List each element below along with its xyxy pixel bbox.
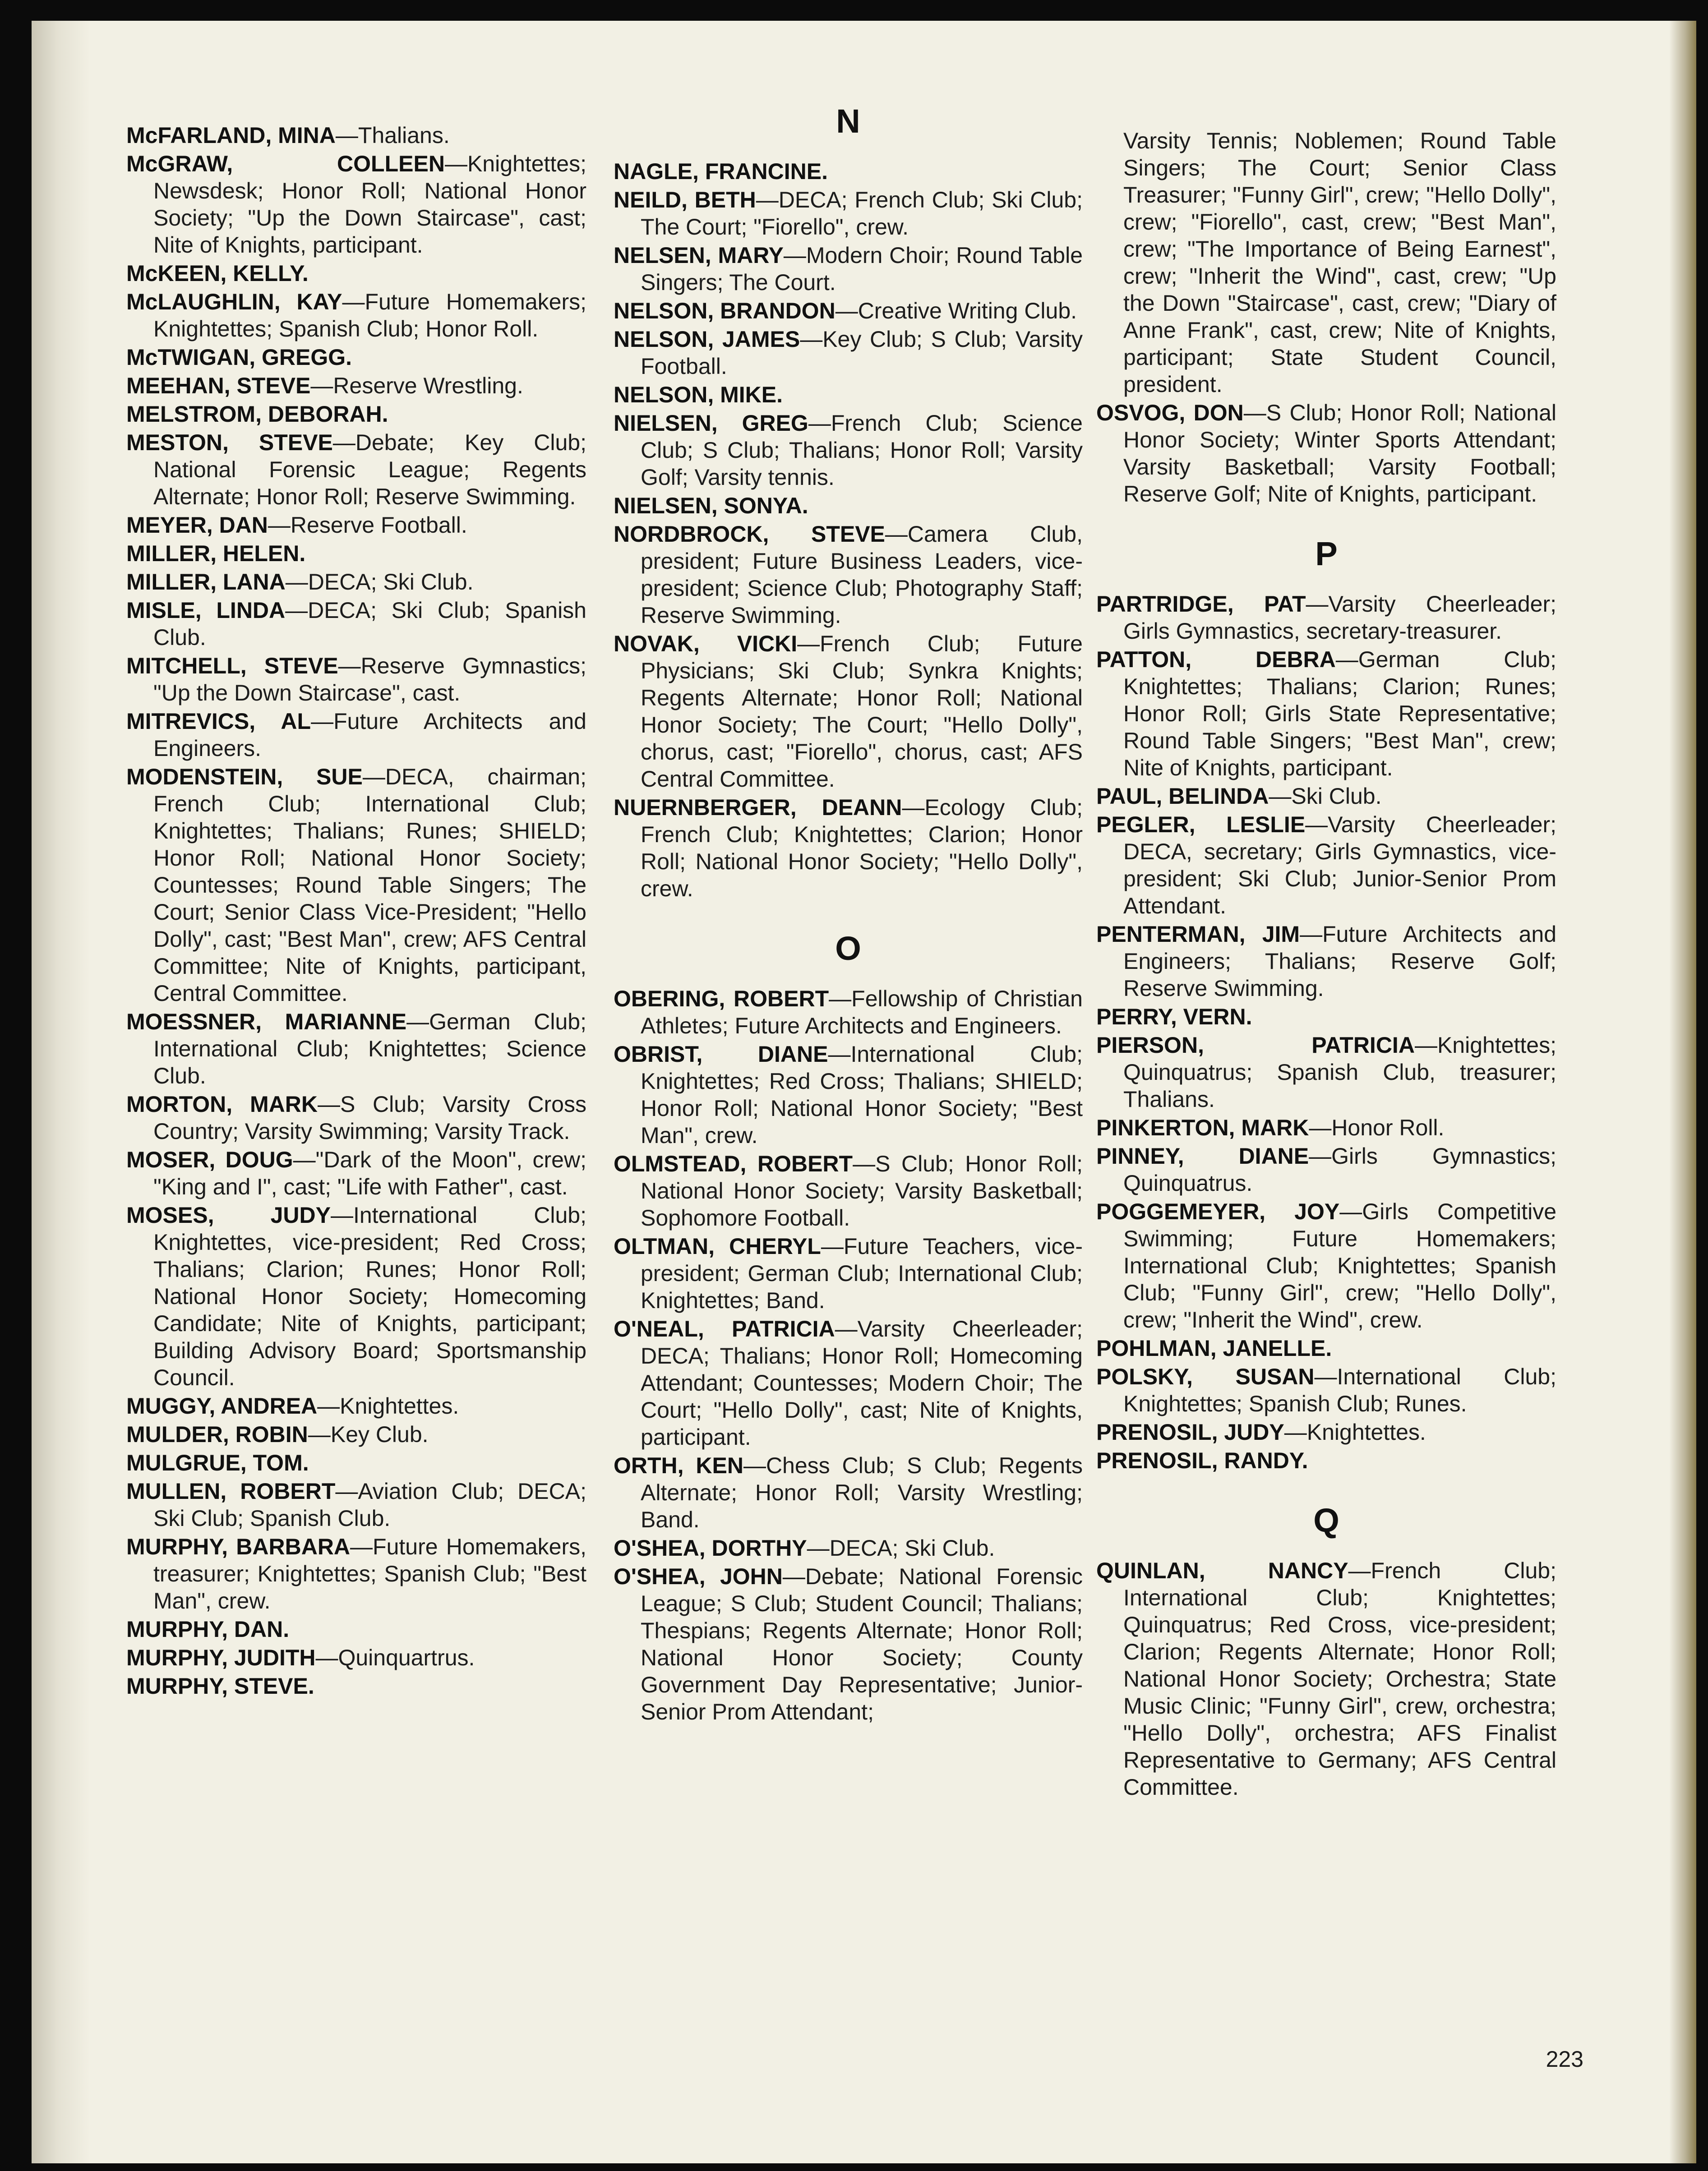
directory-entry [614, 410, 1083, 491]
entry-details: —Aviation Club; DECA; Ski Club; Spanish Club. [153, 1479, 586, 1531]
directory-entry [126, 1146, 586, 1200]
entry-details: —French Club; Science Club; S Club; Thalians; Honor Roll; Varsity Golf; Varsity tennis. [641, 410, 1083, 490]
directory-entry [126, 150, 586, 258]
entry-name: NIELSEN, GREG [614, 410, 808, 436]
entry-details: —S Club; Honor Roll; National Honor Society; Winter Sports Attendant; Varsity Basketball; Varsity Football; Reserve Golf; Nite of Knights, participant. [1123, 400, 1557, 507]
entry-details: —Quinquartrus. [315, 1645, 475, 1670]
entry-details: —DECA; Ski Club. [285, 569, 474, 595]
entry-name: MEEHAN, STEVE [126, 373, 311, 398]
directory-entry [126, 512, 586, 539]
directory-entry [126, 1478, 586, 1532]
directory-entry [126, 597, 586, 651]
entry-details: —French Club; Future Physicians; Ski Club; Synkra Knights; Regents Alternate; Honor Roll; National Honor Society; The Court; "Hello Dolly", chorus, cast; "Fiorello", chorus, cast; AFS Central Committee. [641, 631, 1083, 792]
directory-entry [614, 521, 1083, 629]
directory-entry [1096, 127, 1556, 398]
entry-details: —Reserve Football. [268, 512, 467, 538]
entry-name: PATTON, DEBRA [1096, 647, 1336, 672]
entry-name: MORTON, MARK [126, 1092, 318, 1117]
column-1 [126, 122, 586, 1701]
entry-name: PENTERMAN, JIM [1096, 922, 1300, 947]
directory-entry [1096, 811, 1556, 919]
directory-entry [1096, 921, 1556, 1002]
directory-entry [126, 1644, 586, 1671]
entry-name: MILLER, LANA [126, 569, 286, 595]
directory-entry [126, 122, 586, 149]
entry-details: —Modern Choir; Round Table Singers; The Court. [641, 243, 1083, 295]
directory-entry [1096, 1032, 1556, 1113]
directory-entry [614, 985, 1083, 1039]
entry-details: —Reserve Gymnastics; "Up the Down Staircase", cast. [153, 653, 586, 705]
entry-name: MULDER, ROBIN [126, 1422, 308, 1447]
entry-details: —Ecology Club; French Club; Knightettes; Clarion; Honor Roll; National Honor Society; "Hello Dolly", crew. [641, 795, 1083, 901]
directory-entry [1096, 1335, 1556, 1362]
entry-details: —S Club; Varsity Cross Country; Varsity Swimming; Varsity Track. [153, 1092, 586, 1144]
directory-entry [614, 158, 1083, 185]
directory-entry [614, 1535, 1083, 1562]
entry-details: —Knightettes; Newsdesk; Honor Roll; National Honor Society; "Up the Down Staircase", cast; Nite of Knights, participant. [153, 151, 586, 258]
entry-name: NOVAK, VICKI [614, 631, 798, 656]
entry-name: NUERNBERGER, DEANN [614, 795, 902, 820]
entry-details: —International Club; Knightettes, vice-president; Red Cross; Thalians; Clarion; Runes; Honor Roll; National Honor Society; Homecoming Candidate; Nite of Knights, participant; Building Advisory Board; Sportsmanship Council. [153, 1203, 586, 1390]
entry-name: O'NEAL, PATRICIA [614, 1316, 835, 1341]
entry-details: —"Dark of the Moon", crew; "King and I", cast; "Life with Father", cast. [153, 1147, 586, 1199]
entry-details: —Girls Gymnastics; Quinquatrus. [1123, 1143, 1557, 1196]
entry-details: —International Club; Knightettes; Spanish Club; Runes. [1123, 1364, 1557, 1416]
directory-entry [614, 242, 1083, 296]
directory-entry [126, 652, 586, 706]
entry-details: —DECA; Ski Club. [807, 1535, 995, 1561]
directory-entry [614, 492, 1083, 519]
directory-entry [126, 429, 586, 510]
entry-name: ORTH, KEN [614, 1453, 743, 1478]
directory-entry [126, 1008, 586, 1089]
directory-entry [1096, 646, 1556, 781]
yearbook-page [32, 21, 1696, 2163]
entry-name: POHLMAN, JANELLE. [1096, 1336, 1332, 1361]
entry-name: McKEEN, KELLY. [126, 261, 309, 286]
directory-entry [1096, 1003, 1556, 1030]
directory-entry [1096, 1143, 1556, 1197]
entry-details: —Debate; Key Club; National Forensic League; Regents Alternate; Honor Roll; Reserve Swimming. [153, 430, 586, 509]
entry-name: PRENOSIL, JUDY [1096, 1420, 1284, 1445]
entry-name: MOSER, DOUG [126, 1147, 293, 1172]
directory-entry [614, 1315, 1083, 1451]
entry-details: —Key Club; S Club; Varsity Football. [641, 327, 1083, 379]
directory-entry [126, 763, 586, 1007]
directory-entry [614, 630, 1083, 793]
entry-details: —Creative Writing Club. [835, 298, 1077, 323]
entry-name: MITREVICS, AL [126, 709, 311, 734]
entry-details: —DECA; Ski Club; Spanish Club. [153, 598, 586, 650]
entry-details: Varsity Tennis; Noblemen; Round Table Singers; The Court; Senior Class Treasurer; "Funny Girl", crew; "Hello Dolly", crew; "Fiorello", cast, crew; "Best Man", crew; "The Importance of Being Earnest", crew; "Inherit the Wind", cast, crew; "Up the Down "Staircase", cast, crew; "Diary of Anne Frank", cast, crew; Nite of Knights, participant; State Student Council, president. [1123, 128, 1556, 397]
entry-name: OSVOG, DON [1096, 400, 1244, 425]
entry-details: —Fellowship of Christian Athletes; Future Architects and Engineers. [641, 986, 1083, 1038]
entry-name: MOESSNER, MARIANNE [126, 1009, 407, 1034]
directory-entry [1096, 1419, 1556, 1446]
entry-name: O'SHEA, JOHN [614, 1564, 783, 1589]
entry-name: MURPHY, JUDITH [126, 1645, 316, 1670]
directory-entry [126, 1421, 586, 1448]
entry-name: MODENSTEIN, SUE [126, 764, 363, 789]
entry-details: —German Club; Knightettes; Thalians; Clarion; Runes; Honor Roll; Girls State Representative; Round Table Singers; "Best Man", crew; Nite of Knights, participant. [1123, 647, 1556, 780]
entry-name: MEYER, DAN [126, 512, 268, 538]
directory-entry [126, 344, 586, 371]
directory-entry [614, 1150, 1083, 1231]
entry-name: PAUL, BELINDA [1096, 784, 1269, 809]
entry-name: MOSES, JUDY [126, 1203, 331, 1228]
directory-entry [1096, 399, 1556, 507]
entry-name: NIELSEN, SONYA. [614, 493, 808, 518]
entry-details: —Knightettes; Quinquatrus; Spanish Club, treasurer; Thalians. [1123, 1032, 1556, 1112]
entry-details: —French Club; International Club; Knightettes; Quinquatrus; Red Cross, vice-president; Clarion; Regents Alternate; Honor Roll; National Honor Society; Orchestra; State Music Clinic; "Funny Girl", crew, orchestra; "Hello Dolly", orchestra; AFS Finalist Representative to Germany; AFS Central Committee. [1123, 1558, 1556, 1800]
section-letter-p: P [1315, 535, 1338, 572]
entry-name: MURPHY, STEVE. [126, 1673, 314, 1699]
entry-details: —Future Architects and Engineers. [153, 709, 586, 761]
entry-name: MILLER, HELEN. [126, 541, 306, 566]
entry-name: NELSON, JAMES [614, 327, 800, 352]
entry-details: —Varsity Cheerleader; DECA, secretary; Girls Gymnastics, vice-president; Ski Club; Junior-Senior Prom Attendant. [1123, 812, 1556, 918]
entry-name: OLTMAN, CHERYL [614, 1234, 821, 1259]
directory-entry [1096, 1198, 1556, 1333]
directory-entry [1096, 590, 1556, 645]
entry-details: —Camera Club, president; Future Business Leaders, vice-president; Science Club; Photography Staff; Reserve Swimming. [641, 521, 1083, 628]
entry-details: —S Club; Honor Roll; National Honor Society; Varsity Basketball; Sophomore Football. [641, 1151, 1083, 1231]
column-2 [614, 101, 1083, 1727]
entry-details: —DECA, chairman; French Club; International Club; Knightettes; Thalians; Runes; SHIELD; Honor Roll; National Honor Society; Countesses; Round Table Singers; The Court; Senior Class Vice-President; "Hello Dolly", cast; "Best Man", crew; AFS Central Committee; Nite of Knights, participant, Central Committee. [153, 764, 586, 1006]
entry-name: NELSON, MIKE. [614, 382, 783, 407]
entry-details: —Future Homemakers, treasurer; Knightettes; Spanish Club; "Best Man", crew. [153, 1534, 586, 1613]
directory-entry [126, 1449, 586, 1476]
directory-entry [614, 186, 1083, 240]
entry-details: —Reserve Wrestling. [310, 373, 523, 398]
entry-name: MELSTROM, DEBORAH. [126, 401, 388, 427]
entry-name: McLAUGHLIN, KAY [126, 289, 342, 314]
directory-entry [126, 708, 586, 762]
entry-name: MISLE, LINDA [126, 598, 286, 623]
entry-name: PIERSON, PATRICIA [1096, 1032, 1415, 1058]
entry-details: —Knightettes. [317, 1393, 459, 1419]
directory-entry [126, 1533, 586, 1614]
entry-details: —Future Architects and Engineers; Thalians; Reserve Golf; Reserve Swimming. [1123, 922, 1557, 1001]
directory-entry [126, 288, 586, 342]
directory-entry [126, 1673, 586, 1700]
entry-name: NELSEN, MARY [614, 243, 784, 268]
section-letter-n: N [836, 102, 860, 140]
entry-details: —German Club; International Club; Knightettes; Science Club. [153, 1009, 587, 1088]
directory-entry [614, 794, 1083, 902]
entry-name: MULLEN, ROBERT [126, 1479, 336, 1504]
entry-name: MUGGY, ANDREA [126, 1393, 318, 1419]
directory-entry [126, 1392, 586, 1420]
directory-entry [1096, 1363, 1556, 1417]
entry-details: —International Club; Knightettes; Red Cross; Thalians; SHIELD; Honor Roll; National Honor Society; "Best Man", crew. [641, 1042, 1083, 1148]
entry-details: —Ski Club. [1269, 784, 1382, 809]
entry-name: PINNEY, DIANE [1096, 1143, 1309, 1169]
directory-entry [614, 1041, 1083, 1149]
entry-name: PEGLER, LESLIE [1096, 812, 1306, 837]
entry-name: OLMSTEAD, ROBERT [614, 1151, 853, 1176]
entry-details: —Chess Club; S Club; Regents Alternate; Honor Roll; Varsity Wrestling; Band. [641, 1453, 1083, 1532]
directory-entry [126, 260, 586, 287]
entry-name: MITCHELL, STEVE [126, 653, 338, 678]
entry-details: —DECA; French Club; Ski Club; The Court; "Fiorello", crew. [641, 187, 1083, 240]
entry-name: MESTON, STEVE [126, 430, 333, 455]
directory-entry [614, 297, 1083, 324]
directory-entry [126, 1616, 586, 1643]
directory-entry [614, 381, 1083, 408]
directory-entry [614, 1563, 1083, 1725]
directory-entry [1096, 783, 1556, 810]
directory-entry [614, 326, 1083, 380]
entry-name: QUINLAN, NANCY [1096, 1558, 1348, 1583]
entry-details: —Future Homemakers; Knightettes; Spanish Club; Honor Roll. [153, 289, 586, 341]
entry-details: —Key Club. [308, 1422, 429, 1447]
entry-details: —Girls Competitive Swimming; Future Homemakers; International Club; Knightettes; Spanish Club; "Funny Girl", crew; "Hello Dolly", crew; "Inherit the Wind", crew. [1123, 1199, 1556, 1332]
entry-name: OBRIST, DIANE [614, 1042, 828, 1067]
entry-name: NEILD, BETH [614, 187, 756, 212]
entry-name: McTWIGAN, GREGG. [126, 345, 352, 370]
directory-entry [1096, 1114, 1556, 1141]
entry-details: —Honor Roll. [1309, 1115, 1445, 1140]
entry-details: —Varsity Cheerleader; Girls Gymnastics, secretary-treasurer. [1123, 591, 1556, 644]
entry-name: PARTRIDGE, PAT [1096, 591, 1306, 617]
directory-entry [126, 372, 586, 399]
entry-name: MURPHY, BARBARA [126, 1534, 351, 1559]
entry-details: —Thalians. [335, 123, 450, 148]
directory-entry [614, 1233, 1083, 1314]
entry-name: POLSKY, SUSAN [1096, 1364, 1315, 1389]
entry-details: —Knightettes. [1284, 1420, 1426, 1445]
entry-name: POGGEMEYER, JOY [1096, 1199, 1340, 1224]
section-letter-q: Q [1313, 1502, 1339, 1539]
entry-details: —Varsity Cheerleader; DECA; Thalians; Honor Roll; Homecoming Attendant; Countesses; Modern Choir; The Court; "Hello Dolly", cast; Nite of Knights, participant. [641, 1316, 1083, 1450]
column-3 [1096, 127, 1556, 1802]
page-number: 223 [1546, 2047, 1583, 2072]
entry-name: PINKERTON, MARK [1096, 1115, 1309, 1140]
entry-name: PRENOSIL, RANDY. [1096, 1448, 1308, 1473]
entry-details: —Future Teachers, vice-president; German Club; International Club; Knightettes; Band. [641, 1234, 1083, 1313]
entry-name: McFARLAND, MINA [126, 123, 336, 148]
directory-entry [126, 540, 586, 567]
directory-entry [126, 401, 586, 428]
entry-name: MULGRUE, TOM. [126, 1450, 309, 1475]
entry-name: NAGLE, FRANCINE. [614, 159, 828, 184]
entry-name: NORDBROCK, STEVE [614, 521, 885, 547]
entry-name: O'SHEA, DORTHY [614, 1535, 807, 1561]
directory-entry [126, 568, 586, 595]
entry-name: MURPHY, DAN. [126, 1617, 290, 1642]
directory-entry [1096, 1557, 1556, 1801]
directory-entry [614, 1452, 1083, 1533]
entry-name: OBERING, ROBERT [614, 986, 829, 1011]
entry-name: NELSON, BRANDON [614, 298, 836, 323]
entry-details: —Debate; National Forensic League; S Club; Student Council; Thalians; Thespians; Regents Alternate; Honor Roll; National Honor Society; County Government Day Representative; Junior-Senior Prom Attendant; [641, 1564, 1083, 1724]
directory-entry [1096, 1447, 1556, 1474]
entry-name: McGRAW, COLLEEN [126, 151, 445, 176]
directory-entry [126, 1202, 586, 1391]
entry-name: PERRY, VERN. [1096, 1004, 1252, 1029]
directory-entry [126, 1091, 586, 1145]
section-letter-o: O [835, 930, 861, 967]
